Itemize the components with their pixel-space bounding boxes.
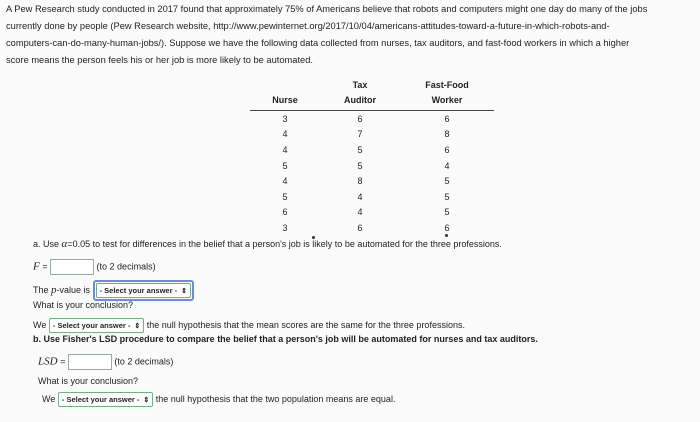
- cell: 4: [282, 129, 288, 140]
- f-statistic-input[interactable]: [50, 259, 94, 275]
- f-eq: =: [42, 261, 48, 272]
- f-hint: (to 2 decimals): [96, 261, 156, 272]
- header-tax-top: Tax: [352, 80, 368, 90]
- we-label: We: [42, 393, 56, 404]
- part-a-prompt: [33, 238, 502, 250]
- cell: 5: [282, 160, 288, 171]
- intro-line-2: currently done by people (Pew Research website, http://www.pewinternet.org/2017/10/04/americans-attitudes-toward-a-future-in-which-robots-and-: [6, 21, 610, 31]
- updown-arrow-icon: ⇕: [181, 288, 187, 295]
- part-a-conclusion-row: [33, 318, 465, 333]
- cell: 5: [444, 191, 450, 202]
- header-tax-bottom: Auditor: [344, 95, 376, 105]
- cell: 8: [444, 129, 450, 140]
- part-b-conclusion-row: [42, 392, 395, 407]
- conclusion-a-select[interactable]: [49, 318, 144, 333]
- cell: 4: [357, 191, 363, 202]
- cell: 6: [444, 222, 450, 233]
- f-row: [33, 259, 156, 275]
- conclusion-b-select-label: - Select your answer -: [61, 395, 140, 404]
- part-b-prompt: [33, 334, 538, 344]
- table-row: [250, 127, 494, 143]
- cell: 6: [357, 113, 363, 124]
- lsd-input[interactable]: [68, 354, 112, 370]
- part-a-conclusion-question: What is your conclusion?: [33, 300, 134, 310]
- part-b-conclusion-question: What is your conclusion?: [38, 376, 139, 386]
- table-row: [250, 205, 494, 221]
- pvalue-select-focus-ring: [93, 280, 194, 301]
- part-a-text: to test for differences in the belief that a person's job is likely to be automated for the three professions.: [92, 239, 502, 249]
- header-tax-auditor: [320, 78, 400, 111]
- header-ff-top: Fast-Food: [425, 80, 469, 90]
- cell: 3: [282, 113, 288, 124]
- cell: 4: [282, 176, 288, 187]
- cell: 3: [282, 222, 288, 233]
- lsd-eq: =: [60, 356, 66, 367]
- table-row: [250, 220, 494, 236]
- pvalue-row: [33, 280, 194, 301]
- cell: 6: [444, 113, 450, 124]
- part-b-label: b. Use Fisher's LSD procedure to compare the belief that a person's job will be automated for nurses and tax auditors.: [33, 334, 538, 344]
- conclusion-a-text: the null hypothesis that the mean scores are the same for the three professions.: [146, 319, 465, 330]
- cell: 5: [444, 207, 450, 218]
- lsd-label: LSD: [38, 355, 58, 368]
- part-a-label: a. Use: [33, 239, 60, 249]
- conclusion-b-select[interactable]: [58, 392, 153, 407]
- cell: 5: [282, 191, 288, 202]
- cell: 4: [357, 207, 363, 218]
- intro-line-3: computers-can-do-many-human-jobs/). Suppose we have the following data collected from nurses, tax auditors, and fast-food workers in which a higher: [6, 38, 630, 48]
- cell: 6: [282, 207, 288, 218]
- pvalue-select[interactable]: [96, 283, 191, 298]
- cell: 5: [357, 144, 363, 155]
- cell: 6: [357, 222, 363, 233]
- pvalue-p: p: [51, 283, 57, 296]
- lsd-hint: (to 2 decimals): [114, 356, 174, 367]
- stray-dot: [445, 234, 448, 237]
- header-nurse: Nurse: [250, 78, 320, 111]
- conclusion-b-text: the null hypothesis that the two population means are equal.: [155, 393, 396, 404]
- we-label: We: [33, 319, 47, 330]
- data-table: [250, 78, 494, 236]
- problem-statement: [6, 1, 696, 69]
- table-row: [250, 111, 494, 127]
- cell: 7: [357, 129, 363, 140]
- pvalue-suffix: -value is: [56, 284, 91, 295]
- intro-line-4: score means the person feels his or her job is more likely to be automated.: [6, 55, 313, 65]
- cell: 4: [444, 160, 450, 171]
- conclusion-a-select-label: - Select your answer -: [52, 321, 131, 330]
- pvalue-select-label: - Select your answer -: [99, 286, 178, 295]
- header-fast-food-worker: [400, 78, 494, 111]
- cell: 4: [282, 144, 288, 155]
- table-row: [250, 158, 494, 174]
- table-row: [250, 189, 494, 205]
- f-symbol: F: [33, 260, 40, 273]
- updown-arrow-icon: ⇕: [134, 323, 141, 330]
- cell: 8: [357, 176, 363, 187]
- lsd-row: [38, 354, 173, 370]
- intro-line-1: A Pew Research study conducted in 2017 found that approximately 75% of Americans believe that robots and computers might one day do many of the jobs: [6, 4, 648, 14]
- table-row: [250, 173, 494, 189]
- pvalue-prefix: The: [33, 284, 49, 295]
- alpha-value: 0.05: [72, 239, 91, 249]
- header-ff-bottom: Worker: [431, 95, 463, 105]
- table-row: [250, 142, 494, 158]
- alpha-symbol: α: [61, 238, 68, 250]
- alpha-eq: =: [67, 239, 73, 249]
- updown-arrow-icon: ⇕: [143, 397, 150, 404]
- cell: 6: [444, 144, 450, 155]
- cell: 5: [444, 176, 450, 187]
- cell: 5: [357, 160, 363, 171]
